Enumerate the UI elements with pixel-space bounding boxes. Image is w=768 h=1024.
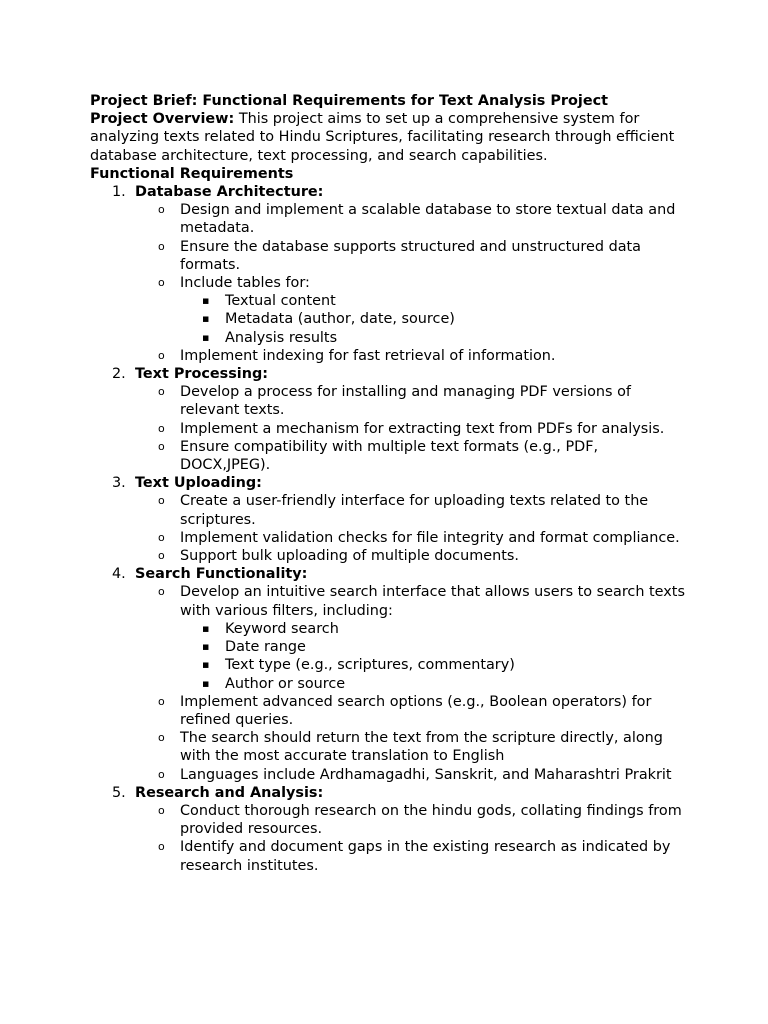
circle-bullet-icon: o [158,731,165,745]
bullet-text: Include tables for: [180,275,310,292]
bullet-text: Ensure compatibility with multiple text formats (e.g., PDF, DOCX,JPEG). [180,438,599,474]
circle-bullet-icon: o [158,549,165,563]
item-number: 1. [112,184,126,201]
bullet-list [135,201,690,365]
sub-bullet-text: Metadata (author, date, source) [225,311,455,328]
item-number: 4. [112,566,126,583]
bullet-text: Develop an intuitive search interface that allows users to search texts with various filters, including: [180,584,685,619]
sub-bullet-text: Text type (e.g., scriptures, commentary) [225,657,515,674]
section-heading: Functional Requirements [90,165,294,182]
item-heading: Search Functionality: [135,566,308,583]
requirements-list [90,183,690,875]
bullet-text: Support bulk uploading of multiple documents. [180,548,519,565]
bullet-item [135,583,690,692]
circle-bullet-icon: o [158,276,165,290]
item-heading: Text Uploading: [135,475,262,492]
overview-label: Project Overview: [90,111,235,128]
bullet-text: Design and implement a scalable database to store textual data and metadata. [180,202,676,237]
circle-bullet-icon: o [158,840,165,854]
circle-bullet-icon: o [158,239,165,253]
bullet-list [135,802,690,875]
square-bullet-icon: ▪ [202,621,210,635]
bullet-list [135,383,690,474]
bullet-item [135,383,690,419]
square-bullet-icon: ▪ [202,676,210,690]
circle-bullet-icon: o [158,348,165,362]
bullet-item [135,529,690,547]
bullet-text: Identify and document gaps in the existing research as indicated by research institutes. [180,839,671,874]
sub-bullet-text: Analysis results [225,329,338,346]
bullet-item [135,492,690,528]
sub-bullet-item [180,620,690,638]
bullet-list [135,492,690,565]
requirement-item [90,365,690,474]
sub-bullet-item [180,638,690,656]
document-page [90,92,690,875]
sub-bullet-text: Keyword search [225,620,339,637]
bullet-text: Implement a mechanism for extracting text from PDFs for analysis. [180,420,665,437]
bullet-item [135,201,690,237]
circle-bullet-icon: o [158,494,165,508]
overview-text: This project aims to set up a comprehensive system for analyzing texts related to Hindu Scriptures, facilitating research through efficient database architecture, text processing, and search capabilities. [90,111,675,164]
square-bullet-icon: ▪ [202,658,210,672]
circle-bullet-icon: o [158,694,165,708]
bullet-item [135,274,690,347]
bullet-item [135,238,690,274]
sub-bullet-text: Author or source [225,675,346,692]
item-heading: Research and Analysis: [135,784,324,801]
bullet-item [135,347,690,365]
bullet-text: Conduct thorough research on the hindu gods, collating findings from provided resources. [180,802,682,838]
bullet-item [135,420,690,438]
document-title: Project Brief: Functional Requirements for Text Analysis Project [90,93,608,109]
sub-bullet-item [180,656,690,674]
circle-bullet-icon: o [158,585,165,599]
requirement-item [90,565,690,783]
item-number: 3. [112,475,126,492]
requirement-item [90,784,690,875]
sub-bullet-list [180,292,690,347]
bullet-text: Implement validation checks for file integrity and format compliance. [180,529,680,546]
requirement-item [90,474,690,565]
sub-bullet-text: Textual content [225,293,336,310]
item-number: 5. [112,784,126,801]
circle-bullet-icon: o [158,203,165,217]
bullet-item [135,547,690,565]
square-bullet-icon: ▪ [202,330,210,344]
sub-bullet-item [180,292,690,310]
circle-bullet-icon: o [158,421,165,435]
bullet-item [135,438,690,474]
square-bullet-icon: ▪ [202,640,210,654]
bullet-text: The search should return the text from the scripture directly, along with the most accurate translation to English [180,730,663,765]
bullet-text: Create a user-friendly interface for uploading texts related to the scriptures. [180,493,649,528]
item-number: 2. [112,366,126,383]
sub-bullet-item [180,310,690,328]
bullet-text: Ensure the database supports structured and unstructured data formats. [180,238,641,273]
bullet-list [135,583,690,783]
bullet-item [135,766,690,784]
circle-bullet-icon: o [158,385,165,399]
circle-bullet-icon: o [158,439,165,453]
sub-bullet-item [180,329,690,347]
bullet-text: Languages include Ardhamagadhi, Sanskrit, and Maharashtri Prakrit [180,766,672,783]
bullet-item [135,693,690,729]
circle-bullet-icon: o [158,803,165,817]
item-heading: Text Processing: [135,366,269,383]
square-bullet-icon: ▪ [202,312,210,326]
bullet-text: Implement advanced search options (e.g., Boolean operators) for refined queries. [180,693,652,728]
project-overview [90,110,690,165]
requirement-item [90,183,690,365]
sub-bullet-text: Date range [225,639,306,656]
circle-bullet-icon: o [158,530,165,544]
circle-bullet-icon: o [158,767,165,781]
bullet-text: Develop a process for installing and managing PDF versions of relevant texts. [180,384,631,419]
square-bullet-icon: ▪ [202,294,210,308]
sub-bullet-item [180,675,690,693]
bullet-item [135,802,690,838]
item-heading: Database Architecture: [135,184,324,201]
bullet-item [135,838,690,874]
sub-bullet-list [180,620,690,693]
bullet-text: Implement indexing for fast retrieval of information. [180,347,556,364]
bullet-item [135,729,690,765]
